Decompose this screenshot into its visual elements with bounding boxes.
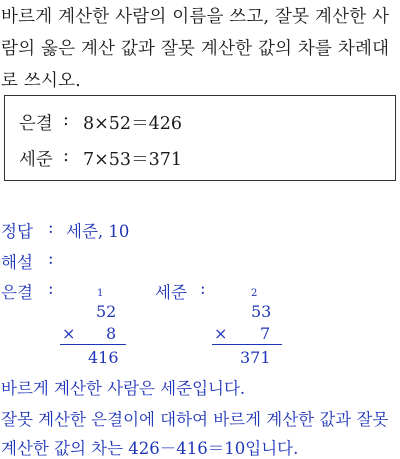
work-left-times: × xyxy=(62,324,76,343)
work-left-multiplier: 8 xyxy=(106,324,117,343)
question-line-1: 바르게 계산한 사람의 이름을 쓰고, 잘못 계산한 사 xyxy=(1,7,390,27)
box-colon-1: : xyxy=(63,110,69,130)
box-expression-1: 8×52＝426 xyxy=(83,114,182,134)
question-line-3: 로 쓰시오. xyxy=(1,71,81,91)
conclusion-line-3: 계산한 값의 차는 426－416＝10입니다. xyxy=(1,439,299,458)
box-expression-2: 7×53＝371 xyxy=(83,150,182,170)
work-right-top: 53 xyxy=(251,302,272,321)
work-right-result: 371 xyxy=(240,348,271,367)
explanation-colon: : xyxy=(48,249,54,268)
calculation-box xyxy=(4,95,396,181)
work-right-times: × xyxy=(214,324,228,343)
explanation-label: 해설 xyxy=(1,253,33,272)
answer-value: 세준, 10 xyxy=(66,222,130,241)
box-colon-2: : xyxy=(63,146,69,166)
work-left-colon: : xyxy=(48,279,54,298)
work-left-result: 416 xyxy=(88,348,119,367)
work-left-name: 은결 xyxy=(1,283,33,302)
conclusion-line-1: 바르게 계산한 사람은 세준입니다. xyxy=(1,379,246,398)
question-line-2: 람의 옳은 계산 값과 잘못 계산한 값의 차를 차례대 xyxy=(1,39,390,59)
work-right-name: 세준 xyxy=(155,283,187,302)
work-right-multiplier: 7 xyxy=(260,324,271,343)
work-right-colon: : xyxy=(200,279,206,298)
answer-colon: : xyxy=(48,218,54,237)
work-left-rule xyxy=(60,344,126,345)
work-right-carry: 2 xyxy=(251,288,258,299)
work-right-rule xyxy=(212,344,282,345)
conclusion-line-2: 잘못 계산한 은결이에 대하여 바르게 계산한 값과 잘못 xyxy=(1,410,389,429)
work-left-carry: 1 xyxy=(97,288,104,299)
box-name-1: 은결 xyxy=(19,114,53,134)
box-name-2: 세준 xyxy=(19,150,53,170)
work-left-top: 52 xyxy=(96,302,117,321)
answer-label: 정답 xyxy=(1,222,33,241)
